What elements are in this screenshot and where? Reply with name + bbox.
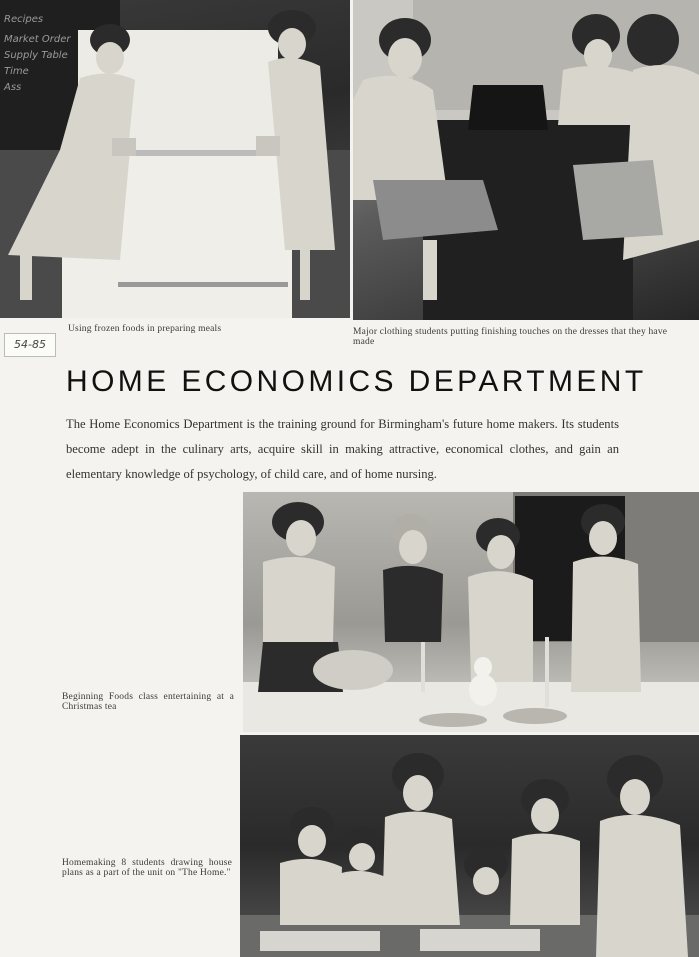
svg-text:Market Order: Market Order: [4, 34, 71, 45]
svg-text:Recipes: Recipes: [4, 14, 44, 25]
svg-text:Ass: Ass: [4, 82, 22, 93]
caption-frozen-foods: Using frozen foods in preparing meals: [68, 324, 222, 334]
photo-clothing-students-art: [353, 0, 699, 320]
photo-frozen-foods: [0, 0, 350, 318]
photo-homemaking-students-art: [240, 735, 699, 957]
svg-text:Time: Time: [4, 66, 29, 77]
caption-christmas-tea: Beginning Foods class entertaining at a Christmas tea: [62, 692, 234, 712]
photo-christmas-tea-art: [243, 492, 699, 732]
photo-frozen-foods-art: [0, 0, 350, 318]
page-mark: 54-85: [4, 333, 56, 357]
photo-homemaking-students: [240, 735, 699, 957]
photo-clothing-students: [353, 0, 699, 320]
svg-text:Supply Table: Supply Table: [4, 50, 68, 61]
intro-paragraph: The Home Economics Department is the training ground for Birmingham's future home makers. Its students become adept in the culinary arts, acquire skill in making attractive, economical clothes, and gain an elementary knowledge of psychology, of child care, and of home nursing.: [66, 417, 619, 481]
caption-clothing-students: Major clothing students putting finishing touches on the dresses that they have made: [353, 327, 668, 347]
page-title: HOME ECONOMICS DEPARTMENT: [66, 365, 647, 398]
photo-christmas-tea: [243, 492, 699, 732]
caption-homemaking-students: Homemaking 8 students drawing house plans as a part of the unit on "The Home.": [62, 858, 232, 878]
